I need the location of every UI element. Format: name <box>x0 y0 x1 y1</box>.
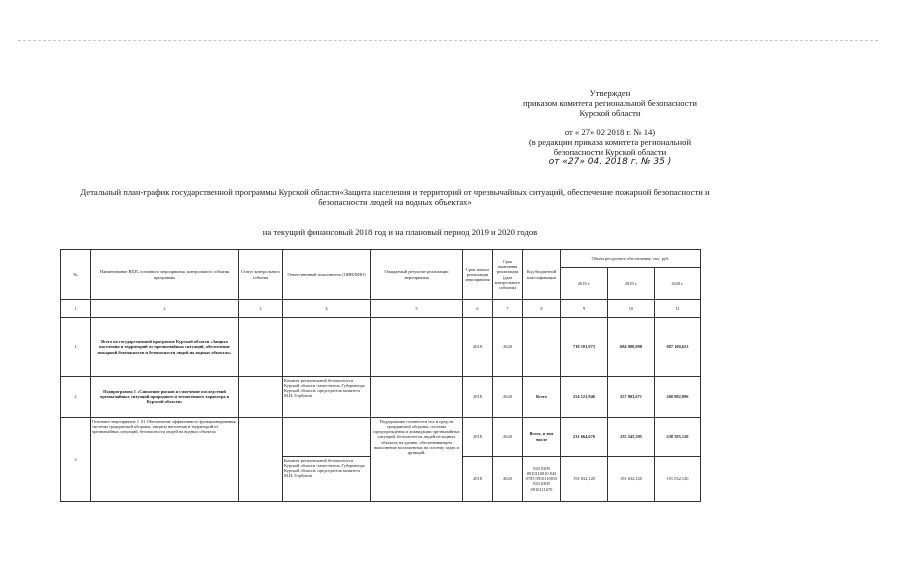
table-row <box>61 376 701 417</box>
header-year-2019: 2019 г. <box>608 268 655 300</box>
revision-line: (в редакции приказа комитета региональной <box>528 136 692 147</box>
row-amount-2019: 684 000,098 <box>608 318 655 376</box>
row-end: 2020 <box>493 318 523 376</box>
subrow-amount-2020: 191 032,120 <box>655 456 701 501</box>
row-code: Всего <box>523 376 561 417</box>
header-responsible: Ответственный исполнитель (ОИВ/ФИО) <box>283 250 371 300</box>
row-start: 2018 <box>463 376 493 417</box>
column-number: 4 <box>283 300 371 318</box>
column-number: 6 <box>463 300 493 318</box>
column-number: 10 <box>608 300 655 318</box>
header-year-2018: 2018 г. <box>561 268 608 300</box>
row-name: Подпрограмма 1 «Снижение рисков и смягчение последствий чрезвычайных ситуаций природного и техногенного характера в Курской области» <box>91 376 239 417</box>
row-name: Всего по государственной программе Курской области «Защита населения и территорий от чрезвычайных ситуаций, обеспечение пожарной безопасности и безопасности людей на водных объектах» <box>91 318 239 376</box>
header-num: № <box>61 250 91 300</box>
approval-line: Курской области <box>579 108 641 119</box>
row-amount-2018: 718 101,973 <box>561 318 608 376</box>
row-end: 2020 <box>493 376 523 417</box>
header-status: Статус контрольного события <box>239 250 283 300</box>
header-result: Ожидаемый результат реализации мероприятия <box>371 250 463 300</box>
row-num: 3 <box>61 417 91 501</box>
row-status <box>239 376 283 417</box>
row-amount-2020: 687 100,623 <box>655 318 701 376</box>
column-number: 5 <box>371 300 463 318</box>
header-year-2020: 2020 г. <box>655 268 701 300</box>
revision-date-handwritten: от «27» 04. 2018 г. № 35 ) <box>548 157 672 168</box>
row-status <box>239 318 283 376</box>
subrow-amount-2018: 191 032,120 <box>561 456 608 501</box>
column-number: 3 <box>239 300 283 318</box>
row-code <box>523 318 561 376</box>
row-amount-2019: 235 345,395 <box>608 417 655 456</box>
document-subtitle: на текущий финансовый 2018 год и на плановый период 2019 и 2020 годов <box>262 227 538 237</box>
subrow-amount-2019: 191 032,120 <box>608 456 655 501</box>
header-code: Код бюджетной классификации <box>523 250 561 300</box>
column-number: 2 <box>91 300 239 318</box>
row-responsible: Комитет региональной безопасности Курской области /заместитель Губернатора Курской области, председатель комитета М.Н. Горбунов <box>283 376 371 417</box>
row-result: Поддержание готовности сил и средств гражданской обороны, системы предупреждения и ликвидации чрезвычайных ситуаций, безопасности людей на водных объектах на уровне, обеспечивающем выполнение возложенных на систему задач и функций. <box>371 417 463 501</box>
column-number-row <box>61 300 701 318</box>
row-amount-2018: 231 664,670 <box>561 417 608 456</box>
column-number: 8 <box>523 300 561 318</box>
row-amount-2020: 238 395,120 <box>655 417 701 456</box>
row-name: Основное мероприятие 1. 01 Обеспечение эффективного функционирования системы гражданской обороны, защиты населения и территорий от чрезвычайных ситуаций, безопасности людей на водных объектах <box>91 417 239 501</box>
row-status <box>239 417 283 501</box>
table-row <box>61 318 701 376</box>
header-volume: Объем ресурсного обеспечения, тыс. руб. <box>561 250 701 268</box>
document-title: Детальный план-график государственной программы Курской области«Защита населения и территорий от чрезвычайных ситуаций, обеспечение пожарной безопасности и безопасности людей на водных объектах» <box>80 187 710 208</box>
row-result <box>371 376 463 417</box>
header-name: Наименование ВЦП, основного мероприятия, контрольного события программы <box>91 250 239 300</box>
row-responsible <box>283 318 371 376</box>
row-amount-2018: 254 121,946 <box>561 376 608 417</box>
row-start: 2018 <box>463 417 493 456</box>
column-number: 1 <box>61 300 91 318</box>
row-start: 2018 <box>463 318 493 376</box>
scan-artifact-line <box>18 40 878 41</box>
row-responsible <box>283 417 371 456</box>
column-number: 7 <box>493 300 523 318</box>
header-end: Срок окончания реализации (дата контрольного события) <box>493 250 523 300</box>
row-num: 1 <box>61 318 91 376</box>
row-end: 2020 <box>493 417 523 456</box>
header-start: Срок начала реализации мероприятия <box>463 250 493 300</box>
row-num: 2 <box>61 376 91 417</box>
plan-table <box>60 249 701 502</box>
row-amount-2019: 257 003,671 <box>608 376 655 417</box>
subrow-end: 2020 <box>493 456 523 501</box>
row-amount-2020: 260 882,096 <box>655 376 701 417</box>
approval-line: Утвержден <box>589 88 631 98</box>
approval-stamp <box>480 88 740 167</box>
row-result <box>371 318 463 376</box>
subrow-responsible: Комитет региональной безопасности Курской области /заместитель Губернатора Курской области, председатель комитета М.Н. Горбунов <box>283 456 371 501</box>
subrow-code: 843 0309 0910110010 843 0705 0910110010 843 0309 0910111670 <box>523 456 561 501</box>
subrow-start: 2018 <box>463 456 493 501</box>
revision-line: безопасности Курской области <box>553 147 667 158</box>
column-number: 9 <box>561 300 608 318</box>
row-code: Всего, в том числе <box>523 417 561 456</box>
table-row <box>61 417 701 456</box>
approval-order-line: от « 27» 02 2018 г. № 14) <box>564 126 656 137</box>
approval-line: приказом комитета региональной безопасности <box>523 98 697 109</box>
column-number: 11 <box>655 300 701 318</box>
